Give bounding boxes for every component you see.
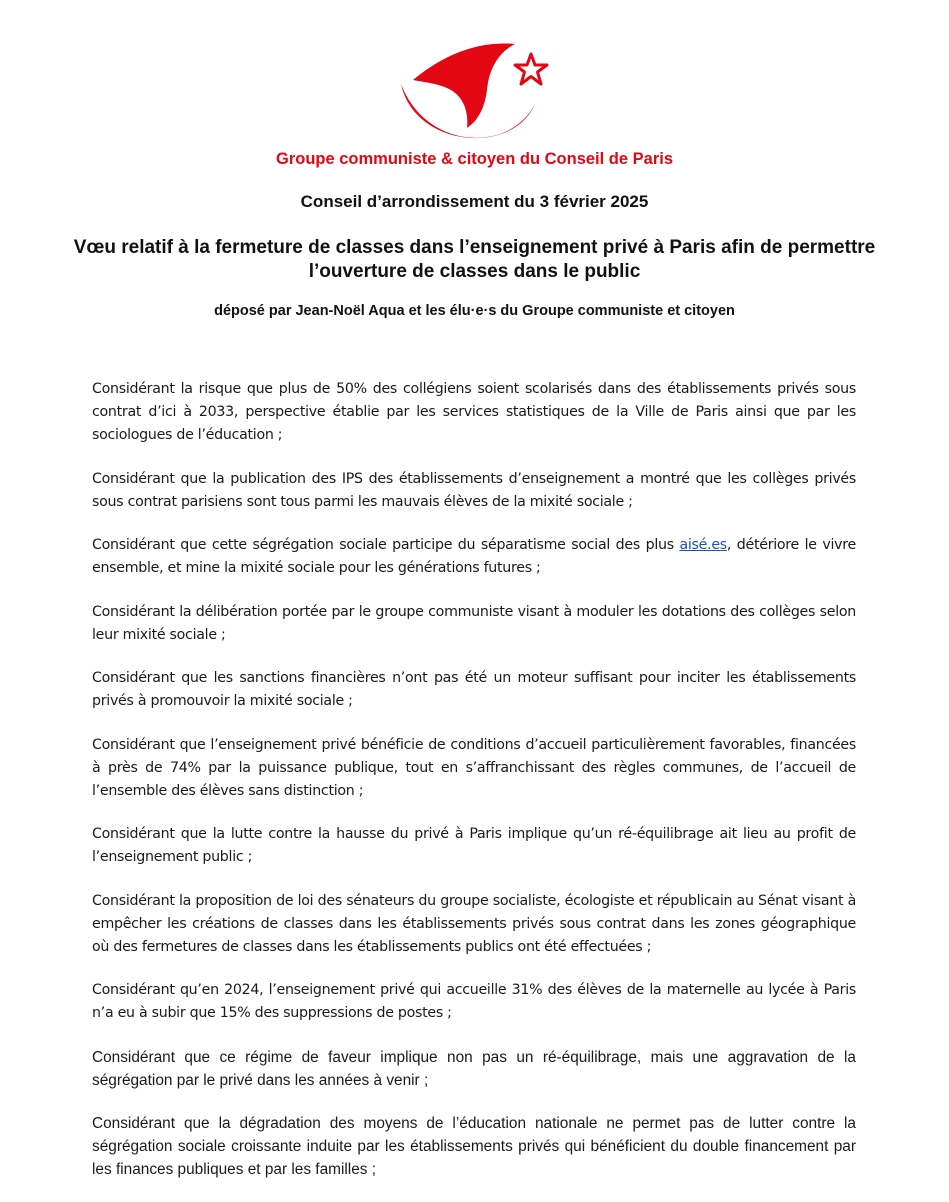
paragraph: Considérant que la lutte contre la hausse du privé à Paris implique qu’un ré-équilibrage ait lieu au profit de l’enseignement public ;: [92, 826, 856, 865]
paragraph: Considérant la proposition de loi des sénateurs du groupe socialiste, écologiste et républicain au Sénat visant à empêcher les créations de classes dans les établissements privés sous contrat dans les zones géographique où des fermetures de classes dans les établissements publics ont été effectuées ;: [92, 892, 856, 955]
paragraph: Considérant la risque que plus de 50% des collégiens soient scolarisés dans des établissements privés sous contrat d’ici à 2033, perspective établie par les services statistiques de la Ville de Paris ainsi que par les sociologues de l’éducation ;: [92, 381, 856, 443]
paragraph: Considérant la délibération portée par le groupe communiste visant à moduler les dotations des collèges selon leur mixité sociale ;: [92, 603, 856, 643]
page-title: Vœu relatif à la fermeture de classes dans l’enseignement privé à Paris afin de permettre l’ouverture de classes dans le public: [73, 237, 876, 282]
paragraph: Considérant qu’en 2024, l’enseignement privé qui accueille 31% des élèves de la maternelle au lycée à Paris n’a eu à subir que 15% des suppressions de postes ;: [92, 982, 856, 1021]
party-logo: [395, 38, 555, 146]
paragraph: Considérant que la dégradation des moyens de l’éducation nationale ne permet pas de lutter contre la ségrégation sociale croissante induite par les établissements privés qui bénéficient du double financement par les finances publiques et par les familles ;: [92, 1115, 856, 1178]
aisees-link[interactable]: aisé.es: [679, 537, 727, 553]
paragraph: Considérant que ce régime de faveur implique non pas un ré-équilibrage, mais une aggravation de la ségrégation par le privé dans les années à venir ;: [92, 1048, 856, 1089]
submitted-by: déposé par Jean-Noël Aqua et les élu·e·s du Groupe communiste et citoyen: [214, 303, 735, 319]
paragraph: Considérant que les sanctions financières n’ont pas été un moteur suffisant pour inciter les établissements privés à promouvoir la mixité sociale ;: [92, 670, 856, 709]
paragraph: Considérant que la publication des IPS des établissements d’enseignement a montré que les collèges privés sous contrat parisiens sont tous parmi les mauvais élèves de la mixité sociale ;: [92, 470, 856, 510]
paragraph-text: , détériore le vivre ensemble, et mine la mixité sociale pour les générations futures ;: [92, 537, 856, 576]
document-body: [92, 378, 856, 1202]
paragraph: Considérant que l’enseignement privé bénéficie de conditions d’accueil particulièrement favorables, financées à près de 74% par la puissance publique, tout en s’affranchissant des règles communes, de l’accueil de l’ensemble des élèves sans distinction ;: [92, 736, 856, 799]
paragraph: [92, 534, 856, 580]
group-name: Groupe communiste & citoyen du Conseil de Paris: [276, 150, 673, 168]
paragraph-text: Considérant que cette ségrégation sociale participe du séparatisme social des plus: [92, 537, 680, 553]
logo-dove: [413, 43, 515, 128]
council-date: Conseil d’arrondissement du 3 février 2025: [300, 192, 649, 211]
star-icon: [515, 54, 547, 84]
